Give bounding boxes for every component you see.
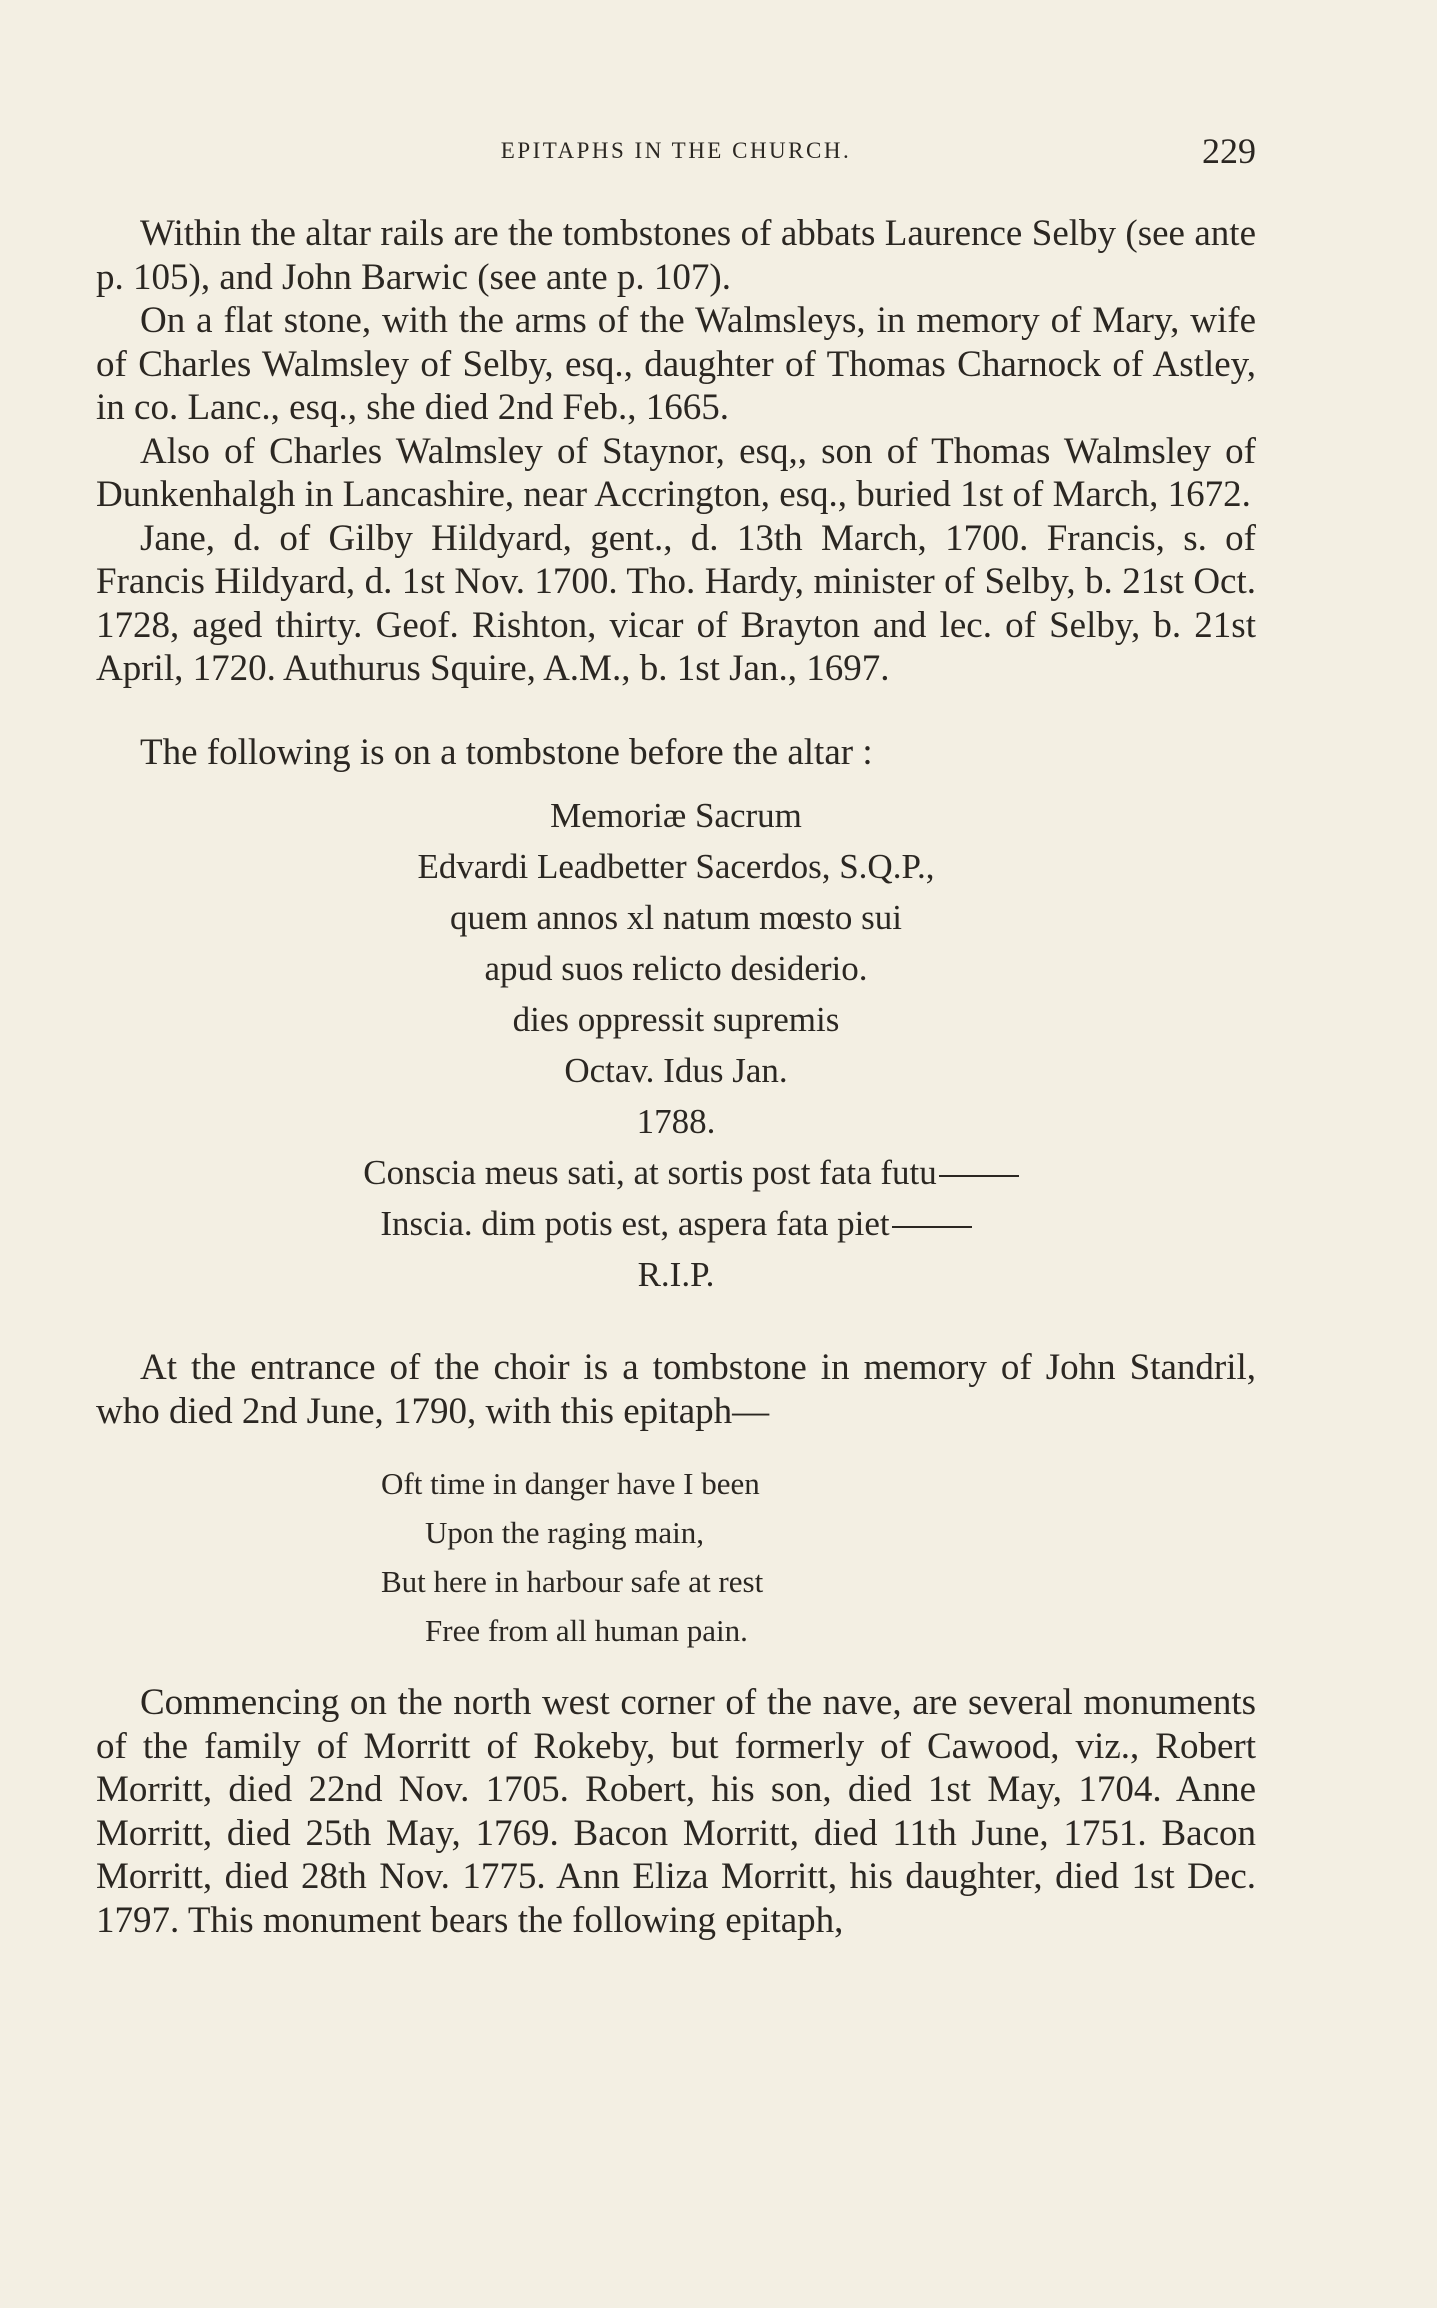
poem-line: Free from all human pain.: [425, 1613, 748, 1648]
inscription-line: quem annos xl natum mœsto sui: [449, 898, 903, 937]
epitaph-poem: [381, 1459, 1256, 1655]
paragraph-charles-walmsley: Also of Charles Walmsley of Staynor, esq,, son of Thomas Walmsley of Dunkenhalgh in Lancashire, near Accrington, esq., buried 1st of March, 1672.: [96, 430, 1256, 515]
running-header: [96, 131, 1256, 174]
paragraph-altar-rails: Within the altar rails are the tombstones of abbats Laurence Selby (see ante p. 105), and John Barwic (see ante p. 107).: [96, 213, 1256, 298]
inscription-line: [96, 1198, 1256, 1249]
inscription-line: Memoriæ Sacrum: [550, 796, 802, 835]
poem-line: Upon the raging main,: [425, 1515, 704, 1550]
inscription-line: [96, 1147, 1256, 1198]
inscription-line-text: Conscia meus sati, at sortis post fata futu: [363, 1153, 937, 1192]
paragraph-tombstone-intro: The following is on a tombstone before the altar :: [140, 731, 873, 773]
inscription-line: Edvardi Leadbetter Sacerdos, S.Q.P.,: [417, 847, 935, 886]
dash-rule: [939, 1175, 1019, 1177]
latin-inscription: [96, 790, 1256, 1300]
paragraph-mary-walmsley: On a flat stone, with the arms of the Walmsleys, in memory of Mary, wife of Charles Walmsley of Selby, esq., daughter of Thomas Charnock of Astley, in co. Lanc., esq., she died 2nd Feb., 1665.: [96, 300, 1256, 428]
inscription-line-text: Inscia. dim potis est, aspera fata piet: [380, 1204, 890, 1243]
inscription-line: R.I.P.: [637, 1255, 715, 1294]
inscription-line: Octav. Idus Jan.: [564, 1051, 788, 1090]
page-number: 229: [1202, 131, 1256, 171]
paragraph-choir-entrance: At the entrance of the choir is a tombstone in memory of John Standril, who died 2nd June, 1790, with this epitaph—: [96, 1347, 1256, 1432]
paragraph-hildyard: Jane, d. of Gilby Hildyard, gent., d. 13th March, 1700. Francis, s. of Francis Hildyard, d. 1st Nov. 1700. Tho. Hardy, minister of Selby, b. 21st Oct. 1728, aged thirty. Geof. Rishton, vicar of Brayton and lec. of Selby, b. 21st April, 1720. Authurus Squire, A.M., b. 1st Jan., 1697.: [96, 517, 1256, 689]
running-title: EPITAPHS IN THE CHURCH.: [500, 138, 852, 163]
dash-rule: [892, 1226, 972, 1228]
paragraph-morritt-family: Commencing on the north west corner of the nave, are several monuments of the family of Morritt of Rokeby, but formerly of Cawood, viz., Robert Morritt, died 22nd Nov. 1705. Robert, his son, died 1st May, 1704. Anne Morritt, died 25th May, 1769. Bacon Morritt, died 11th June, 1751. Bacon Morritt, died 28th Nov. 1775. Ann Eliza Morritt, his daughter, died 1st Dec. 1797. This monument bears the following epitaph,: [96, 1682, 1256, 1941]
inscription-line: dies oppressit supremis: [512, 1000, 840, 1039]
poem-line: Oft time in danger have I been: [381, 1466, 760, 1501]
inscription-line: 1788.: [636, 1102, 716, 1141]
body-text: [96, 212, 1256, 1942]
inscription-line: apud suos relicto desiderio.: [484, 949, 868, 988]
poem-line: But here in harbour safe at rest: [381, 1564, 764, 1599]
